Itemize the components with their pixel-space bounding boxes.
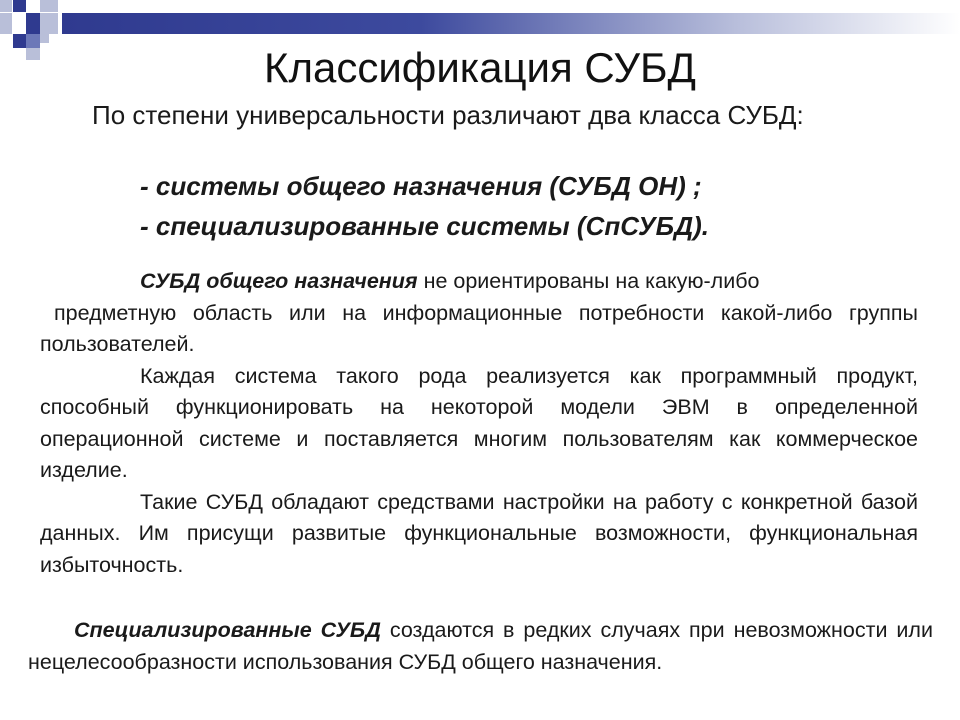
general-dbms-description <box>40 266 918 581</box>
class-item-general: - системы общего назначения (СУБД ОН) ; <box>140 171 702 201</box>
specialized-dbms-description <box>28 614 933 678</box>
deco-square <box>0 13 12 34</box>
deco-square <box>40 0 58 12</box>
deco-square <box>0 0 12 12</box>
class-item-specialized: - специализированные системы (СпСУБД). <box>140 211 710 241</box>
general-dbms-product-text: Каждая система такого рода реализуется как программный продукт, способный функционировать на некоторой модели ЭВМ в определенной операционной системе и поставляется многим пользователям как коммерческое изделие. <box>40 363 918 482</box>
deco-square <box>26 13 40 34</box>
deco-square <box>40 13 58 34</box>
general-dbms-text-cont: предметную область или на информационные потребности какой-либо группы пользователей. <box>40 300 918 356</box>
general-dbms-features-text: Такие СУБД обладают средствами настройки на работу с конкретной базой данных. Им присущи развитые функциональные возможности, функциональная избыточность. <box>40 489 918 577</box>
general-dbms-text: не ориентированы на какую-либо <box>417 269 760 293</box>
intro-text: По степени универсальности различают два класса СУБД: <box>92 100 804 130</box>
deco-square <box>13 0 26 12</box>
general-dbms-term: СУБД общего назначения <box>140 269 418 293</box>
specialized-dbms-term: Специализированные СУБД <box>74 618 381 642</box>
header-bar <box>62 13 960 34</box>
slide-title: Классификация СУБД <box>263 44 697 91</box>
deco-square <box>40 34 49 43</box>
specialized-dbms-text: создаются в редких случаях при невозможности или нецелесообразности использования СУБД общего назначения. <box>28 618 933 674</box>
